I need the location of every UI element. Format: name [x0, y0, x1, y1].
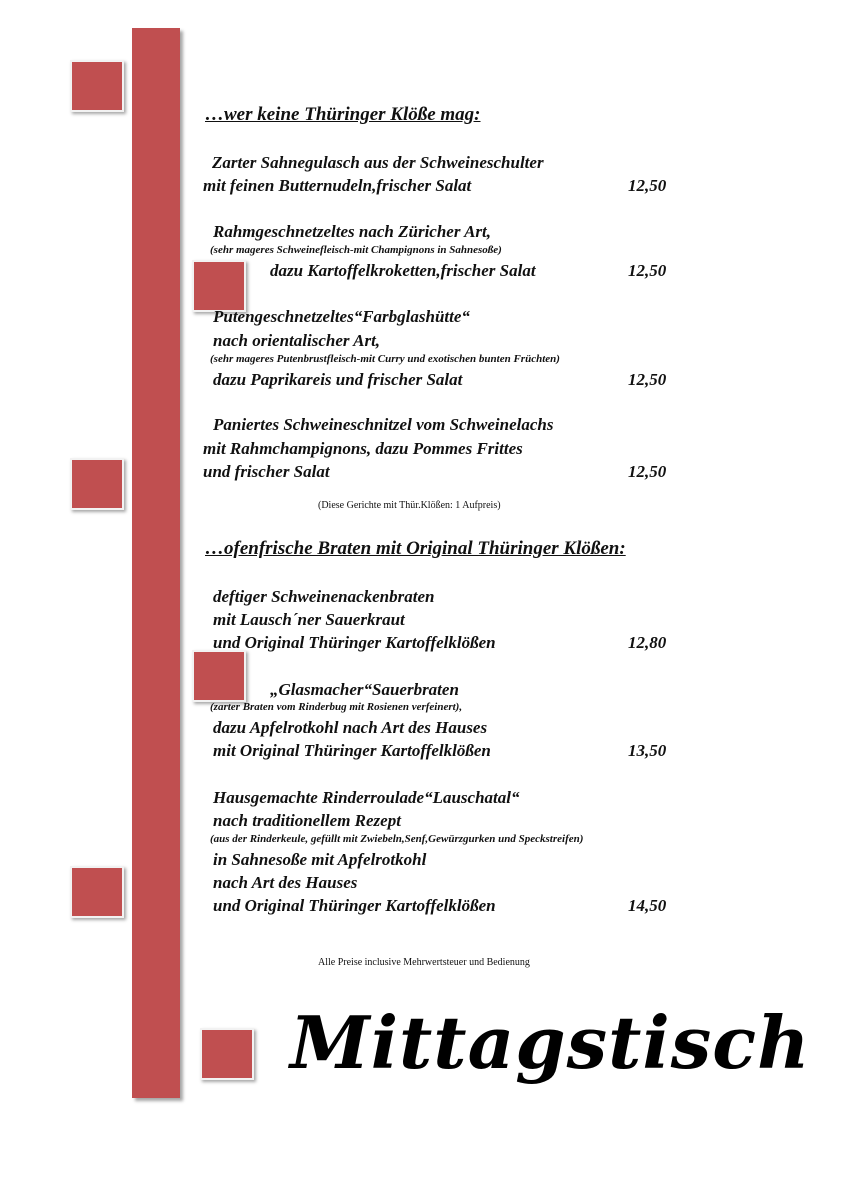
- dish-line: deftiger Schweinenackenbraten: [213, 587, 435, 606]
- decorative-square: [70, 458, 124, 510]
- decorative-square: [192, 260, 246, 312]
- price-info-note: Alle Preise inclusive Mehrwertsteuer und Bedienung: [318, 957, 530, 968]
- dish-line: dazu Kartoffelkroketten,frischer Salat: [270, 261, 536, 280]
- dish-line: und Original Thüringer Kartoffelklößen: [213, 896, 496, 915]
- dish-note: (aus der Rinderkeule, gefüllt mit Zwiebeln,Senf,Gewürzgurken und Speckstreifen): [210, 833, 584, 845]
- dish-note: (sehr mageres Putenbrustfleisch-mit Curry und exotischen bunten Früchten): [210, 353, 560, 365]
- dish-line: Putengeschnetzeltes“Farbglashütte“: [213, 307, 470, 326]
- dumpling-surcharge-note: (Diese Gerichte mit Thür.Klößen: 1 Aufpreis): [318, 500, 501, 511]
- dish-price: 12,80: [628, 633, 667, 652]
- dish-note: (sehr mageres Schweinefleisch-mit Champignons in Sahnesoße): [210, 244, 502, 256]
- dish-line: mit Rahmchampignons, dazu Pommes Frittes: [203, 439, 523, 458]
- dish-line: Paniertes Schweineschnitzel vom Schweinelachs: [213, 415, 554, 434]
- dish-line: mit Original Thüringer Kartoffelklößen: [213, 741, 491, 760]
- dish-line: mit feinen Butternudeln,frischer Salat: [203, 176, 472, 195]
- decorative-square: [192, 650, 246, 702]
- dish-line: und Original Thüringer Kartoffelklößen: [213, 633, 496, 652]
- dish-line: nach orientalischer Art,: [213, 331, 381, 350]
- dish-line: und frischer Salat: [203, 462, 330, 481]
- section-header-roasts: …ofenfrische Braten mit Original Thüringer Klößen:: [205, 538, 626, 559]
- dish-price: 12,50: [628, 176, 667, 195]
- dish-line: Zarter Sahnegulasch aus der Schweineschulter: [212, 153, 544, 172]
- decorative-red-bar: [132, 28, 180, 1098]
- dish-line: nach Art des Hauses: [213, 873, 358, 892]
- decorative-square: [200, 1028, 254, 1080]
- dish-line: mit Lausch´ner Sauerkraut: [213, 610, 405, 629]
- dish-price: 14,50: [628, 896, 667, 915]
- dish-price: 12,50: [628, 370, 667, 389]
- dish-line: nach traditionellem Rezept: [213, 811, 401, 830]
- page-title: Mittagstisch: [290, 1000, 811, 1085]
- decorative-square: [70, 866, 124, 918]
- dish-line: Hausgemachte Rinderroulade“Lauschatal“: [213, 788, 520, 807]
- dish-price: 13,50: [628, 741, 667, 760]
- dish-price: 12,50: [628, 261, 667, 280]
- decorative-square: [70, 60, 124, 112]
- dish-price: 12,50: [628, 462, 667, 481]
- dish-line: in Sahnesoße mit Apfelrotkohl: [213, 850, 427, 869]
- dish-line: dazu Paprikareis und frischer Salat: [213, 370, 463, 389]
- dish-line: dazu Apfelrotkohl nach Art des Hauses: [213, 718, 488, 737]
- dish-line: Rahmgeschnetzeltes nach Züricher Art,: [213, 222, 492, 241]
- section-header-no-dumplings: …wer keine Thüringer Klöße mag:: [205, 104, 481, 125]
- dish-note: (zarter Braten vom Rinderbug mit Rosienen verfeinert),: [210, 701, 463, 713]
- dish-line: „Glasmacher“Sauerbraten: [270, 680, 459, 699]
